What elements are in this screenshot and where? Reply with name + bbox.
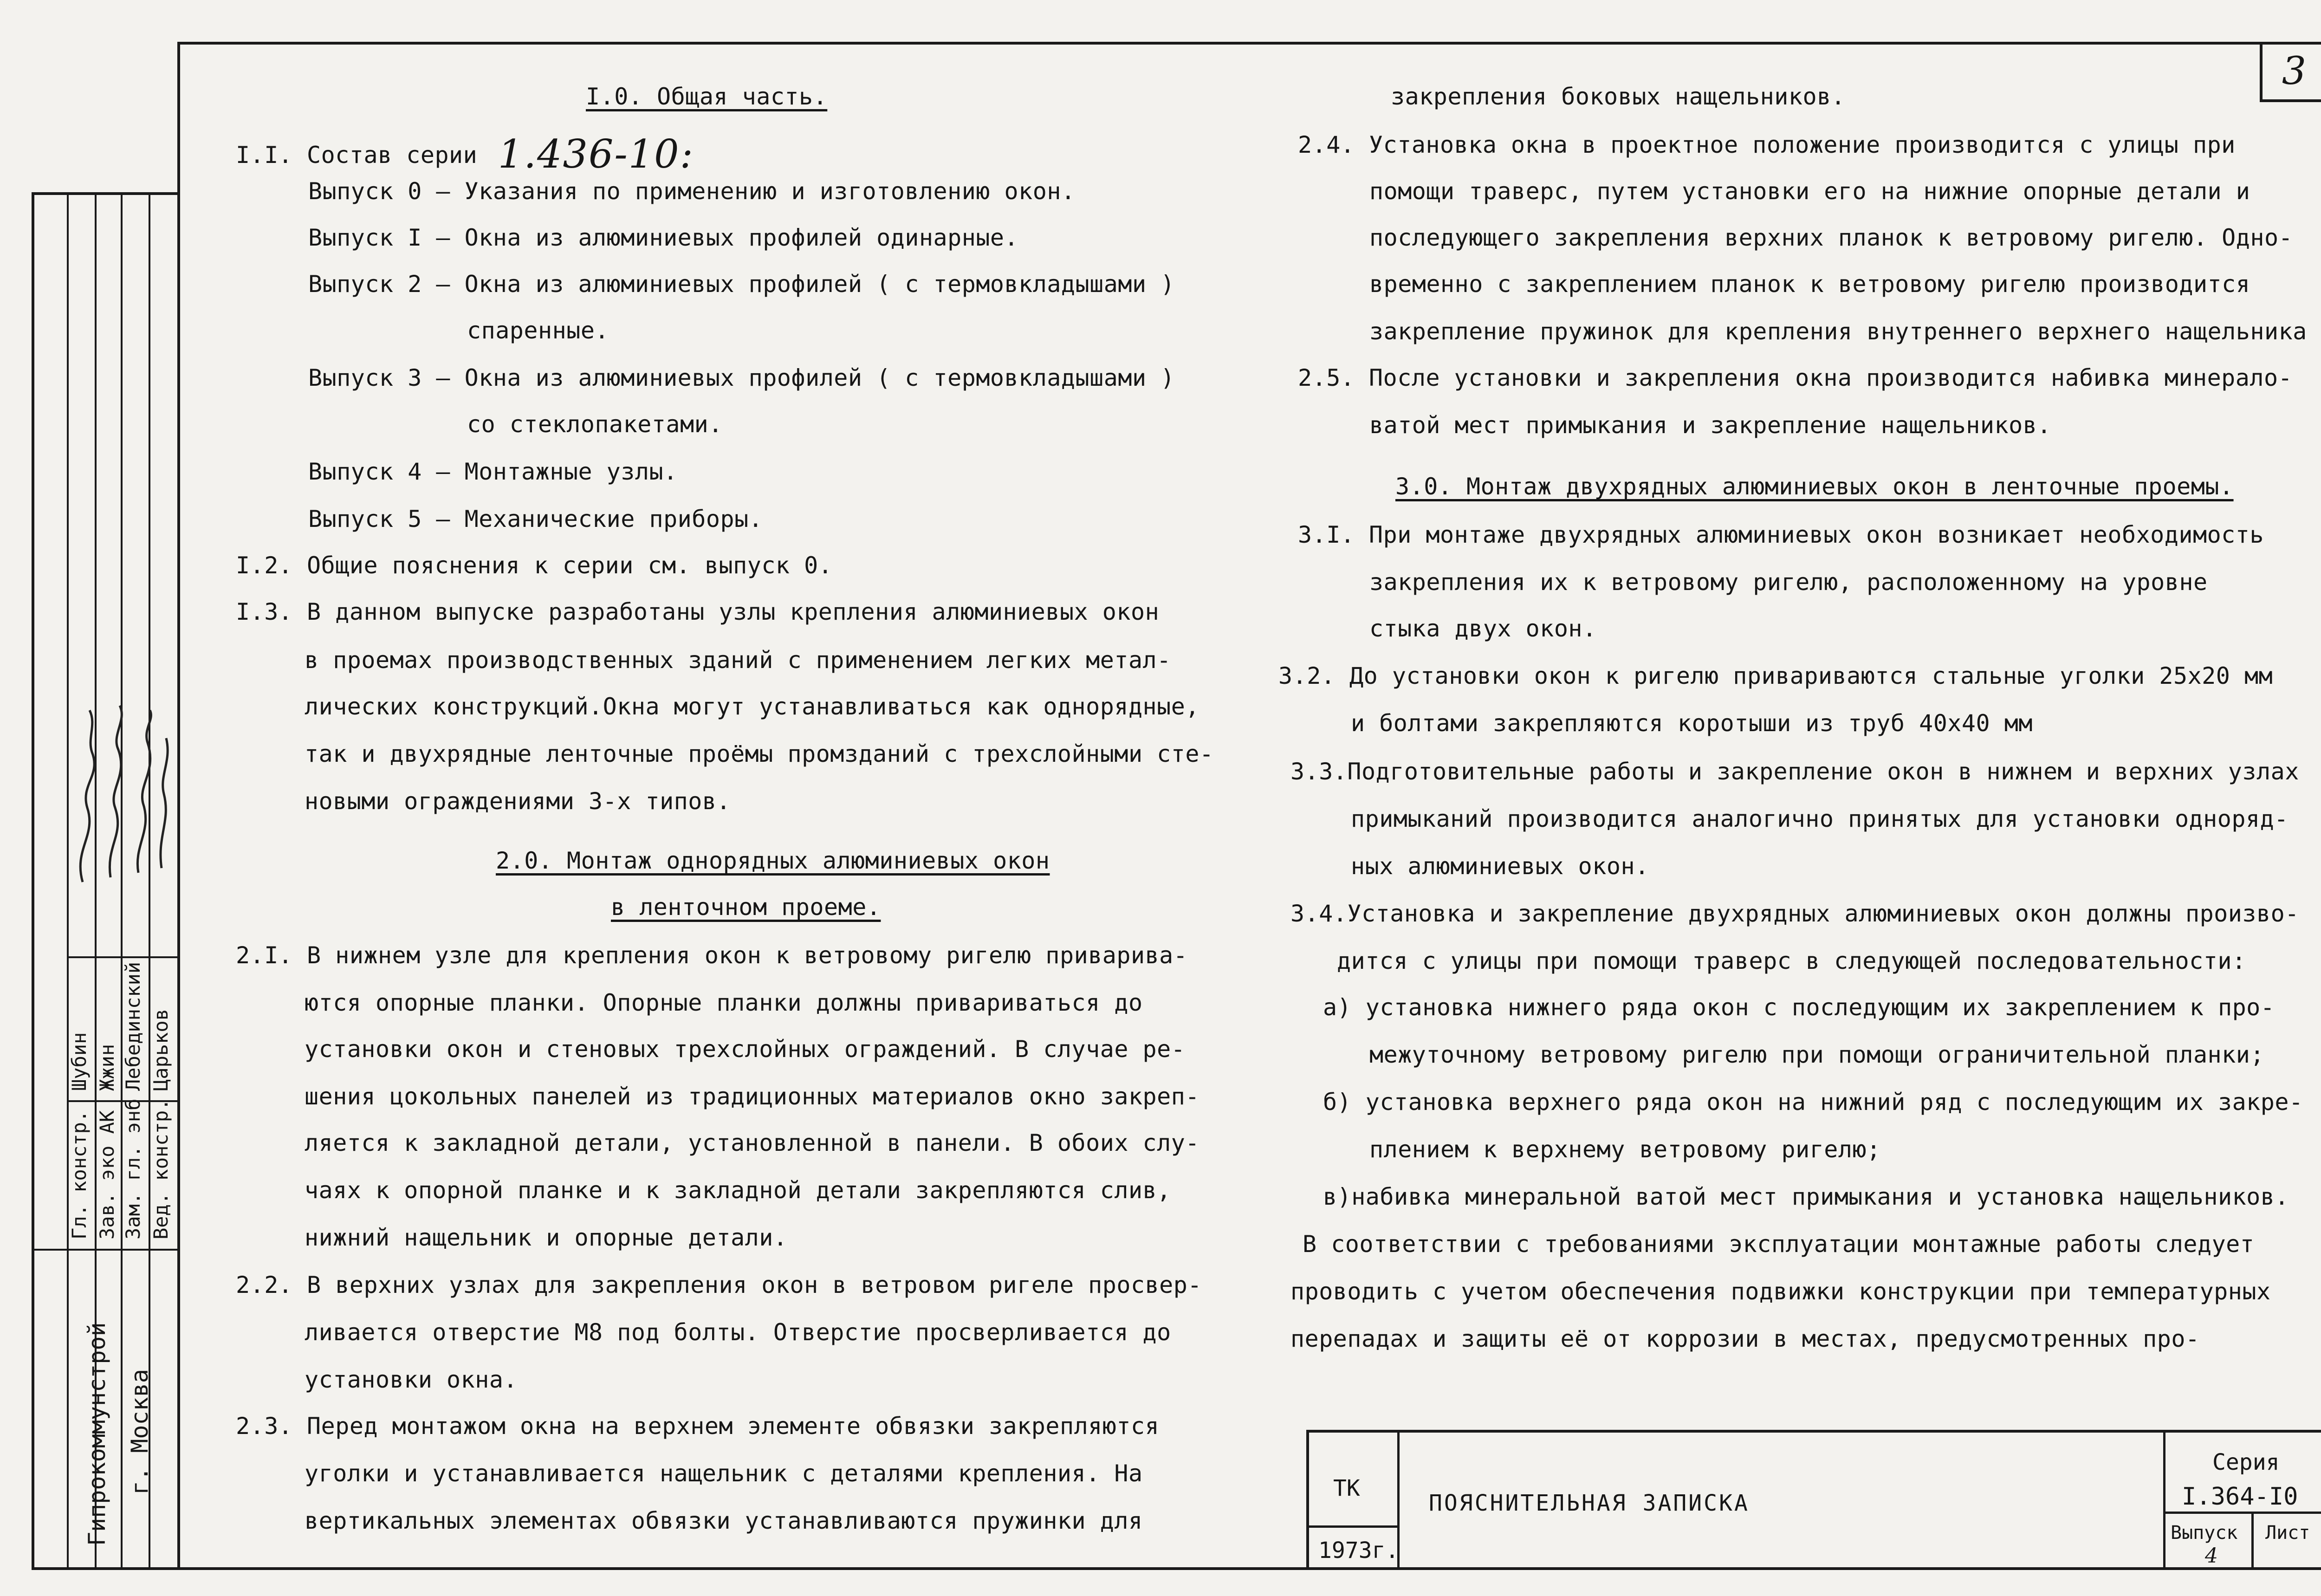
strip-divider — [34, 1249, 180, 1251]
title-block-divider — [1309, 1525, 1397, 1528]
item-2-2-line: установки окна. — [305, 1366, 518, 1393]
item-number: 2.3. — [236, 1413, 293, 1440]
issue-value: 4 — [2205, 1544, 2218, 1568]
signatures-graphic — [64, 696, 175, 891]
heading-2-0: 2.0. Монтаж однорядных алюминиевых окон — [496, 847, 1050, 874]
item-1-3-line: в проемах производственных зданий с применением легких метал- — [305, 647, 1171, 674]
item-2-3-line: вертикальных элементах обвязки устанавливаются пружинки для — [305, 1507, 1143, 1534]
item-text: В верхних узлах для закрепления окон в ветровом ригеле просвер- — [307, 1272, 1202, 1298]
item-2-5 — [1298, 365, 2292, 392]
item-1-3-line: так и двухрядные ленточные проёмы промзданий с трехслойными сте- — [305, 740, 1214, 767]
organization-name: Гипрокоммунстрой — [84, 1322, 110, 1546]
subitem-c: в)набивка минеральной ватой мест примыкания и установка нащельников. — [1323, 1183, 2289, 1210]
item-3-4 — [1290, 901, 2299, 928]
item-number: I.I. — [236, 142, 293, 169]
subitem-b: б) установка верхнего ряда окон на нижний ряд с последующим их закре- — [1323, 1089, 2303, 1116]
item-text: При монтаже двухрядных алюминиевых окон возникает необходимость — [1369, 521, 2264, 548]
item-2-1 — [236, 942, 1187, 969]
document-title: ПОЯСНИТЕЛЬНАЯ ЗАПИСКА — [1429, 1490, 1750, 1516]
item-2-1-line: шения цокольных панелей из традиционных материалов окно закреп- — [305, 1083, 1199, 1110]
sheet-number: 3 — [2260, 43, 2321, 102]
sheet-label: Лист — [2265, 1522, 2310, 1544]
item-1-1 — [236, 132, 694, 177]
issue-3: Выпуск 3 – Окна из алюминиевых профилей ( с термовкладышами ) — [308, 364, 1175, 391]
heading-2-0-cont: в ленточном проеме. — [611, 894, 881, 921]
item-2-4-line: временно с закреплением планок к ветровому ригелю производится — [1369, 271, 2250, 298]
item-3-4-line: дится с улицы при помощи траверс в следующей последовательности: — [1337, 947, 2246, 974]
title-block-divider — [2163, 1433, 2165, 1570]
item-2-4-line: последующего закрепления верхних планок к ветровому ригелю. Одно- — [1369, 224, 2293, 251]
item-2-3-cont: закрепления боковых нащельников. — [1391, 83, 1846, 110]
role-head-ak: Зав. эко АК — [96, 1110, 118, 1239]
item-1-3-line: лических конструкций.Окна могут устанавливаться как однорядные, — [305, 693, 1199, 720]
series-label: Серия — [2212, 1449, 2280, 1475]
item-3-2-line: и болтами закрепляются коротыши из труб 40х40 мм — [1351, 710, 2033, 737]
item-2-1-line: нижний нащельник и опорные детали. — [305, 1224, 788, 1251]
item-number: 2.I. — [236, 942, 293, 969]
issue-3-cont: со стеклопакетами. — [467, 411, 723, 438]
item-number: 3.2. — [1278, 662, 1336, 689]
item-text: После установки и закрепления окна производится набивка минерало- — [1369, 364, 2293, 391]
item-2-3 — [236, 1413, 1159, 1440]
item-3-2 — [1278, 663, 2273, 690]
item-text: В нижнем узле для крепления окон к ветровому ригелю приварива- — [307, 942, 1188, 969]
item-2-5-line: ватой мест примыкания и закрепление нащельников. — [1369, 412, 2051, 439]
title-block-divider — [2163, 1512, 2321, 1514]
strip-divider — [67, 956, 180, 958]
heading-3-0: 3.0. Монтаж двухрядных алюминиевых окон в ленточные проемы. — [1395, 473, 2234, 500]
item-1-3 — [236, 599, 1159, 626]
item-2-2 — [236, 1272, 1202, 1299]
name-zhzhin: Жжин — [96, 1044, 118, 1091]
issue-label: Выпуск — [2171, 1522, 2238, 1544]
title-block-year: 1973г. — [1318, 1538, 1399, 1564]
item-2-1-line: ляется к закладной детали, установленной в панели. В обоих слу- — [305, 1129, 1199, 1156]
item-text: Установка окна в проектное положение производится с улицы при — [1369, 131, 2236, 158]
item-1-3-line: новыми ограждениями 3-х типов. — [305, 788, 731, 815]
role-deputy-chief: Зам. гл. энб — [122, 1098, 144, 1239]
item-number: I.3. — [236, 598, 293, 625]
organization-city: г. Москва — [126, 1369, 153, 1495]
final-paragraph: В соответствии с требованиями эксплуатации монтажные работы следует — [1303, 1231, 2255, 1258]
item-number: 2.4. — [1298, 131, 1355, 158]
name-tsarkov: Царьков — [149, 1008, 172, 1091]
subitem-a: а) установка нижнего ряда окон с последующим их закреплением к про- — [1323, 994, 2275, 1021]
role-chief-designer: Гл. констр. — [68, 1110, 91, 1239]
item-text: В данном выпуске разработаны узлы крепления алюминиевых окон — [307, 598, 1160, 625]
item-2-1-line: ются опорные планки. Опорные планки должны привариваться до — [305, 989, 1143, 1016]
item-3-1-line: стыка двух окон. — [1369, 615, 1597, 642]
item-number: 2.2. — [236, 1272, 293, 1298]
handwritten-series-number: 1.436-10: — [498, 131, 694, 177]
item-3-3-line: ных алюминиевых окон. — [1351, 853, 1649, 880]
item-3-1 — [1298, 522, 2264, 549]
title-block-divider — [2251, 1512, 2254, 1570]
item-2-4 — [1298, 132, 2236, 159]
item-3-1-line: закрепления их к ветровому ригелю, расположенному на уровне — [1369, 569, 2208, 596]
item-text: Установка и закрепление двухрядных алюминиевых окон должны произво- — [1347, 900, 2299, 927]
item-text: До установки окон к ригелю привариваются стальные уголки 25х20 мм — [1349, 662, 2273, 689]
item-text: Состав серии — [307, 142, 478, 169]
item-text: Перед монтажом окна на верхнем элементе обвязки закрепляются — [307, 1413, 1160, 1440]
item-number: 3.4. — [1290, 900, 1348, 927]
item-number: 3.I. — [1298, 521, 1355, 548]
item-2-2-line: ливается отверстие М8 под болты. Отверстие просверливается до — [305, 1319, 1171, 1346]
role-lead-designer: Вед. констр. — [149, 1098, 172, 1239]
item-1-2 — [236, 552, 832, 579]
name-lebedinsky: Лебединский — [122, 961, 144, 1091]
issue-1: Выпуск I – Окна из алюминиевых профилей одинарные. — [308, 224, 1019, 251]
issue-4: Выпуск 4 – Монтажные узлы. — [308, 458, 678, 485]
item-2-4-line: помощи траверс, путем установки его на нижние опорные детали и — [1369, 178, 2250, 205]
item-3-3 — [1290, 759, 2299, 785]
item-2-3-line: уголки и устанавливается нащельник с деталями крепления. На — [305, 1460, 1143, 1487]
issue-2-cont: спаренные. — [467, 317, 609, 344]
item-number: 2.5. — [1298, 364, 1355, 391]
issue-5: Выпуск 5 – Механические приборы. — [308, 506, 763, 532]
item-text: Подготовительные работы и закрепление окон в нижнем и верхних узлах — [1347, 758, 2299, 785]
item-number: I.2. — [236, 552, 293, 579]
subitem-a-line: межуточному ветровому ригелю при помощи ограничительной планки; — [1369, 1041, 2264, 1068]
title-block — [1306, 1430, 2321, 1570]
issue-0: Выпуск 0 – Указания по применению и изготовлению окон. — [308, 178, 1076, 205]
name-shubin: Шубин — [68, 1032, 91, 1091]
item-text: Общие пояснения к серии см. выпуск 0. — [307, 552, 833, 579]
subitem-b-line: плением к верхнему ветровому ригелю; — [1369, 1136, 1881, 1163]
series-value: I.364-I0 — [2182, 1483, 2298, 1511]
item-2-1-line: чаях к опорной планке и к закладной детали закрепляются слив, — [305, 1177, 1171, 1204]
item-2-1-line: установки окон и стеновых трехслойных ограждений. В случае ре- — [305, 1036, 1186, 1063]
item-2-4-line: закрепление пружинок для крепления внутреннего верхнего нащельника — [1369, 318, 2307, 345]
issue-2: Выпуск 2 – Окна из алюминиевых профилей ( с термовкладышами ) — [308, 271, 1175, 298]
item-number: 3.3. — [1290, 758, 1348, 785]
title-block-code: ТК — [1333, 1475, 1360, 1501]
item-3-3-line: примыканий производится аналогично принятых для установки одноряд- — [1351, 805, 2289, 832]
heading-1-0: I.0. Общая часть. — [586, 83, 828, 110]
final-paragraph-line: проводить с учетом обеспечения подвижки конструкции при температурных — [1290, 1278, 2271, 1305]
final-paragraph-line: перепадах и защиты её от коррозии в местах, предусмотренных про- — [1290, 1325, 2200, 1352]
